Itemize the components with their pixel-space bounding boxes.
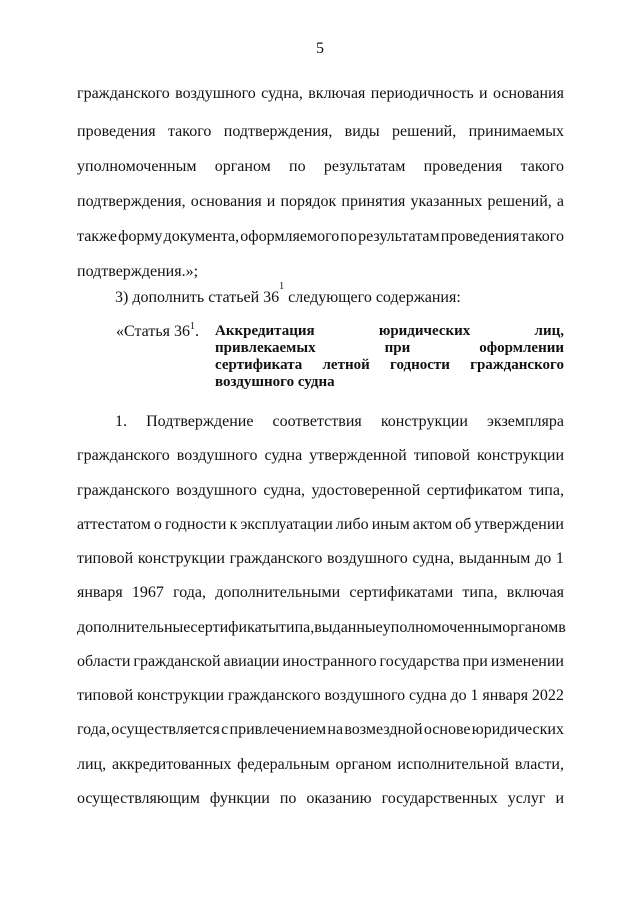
word: основания [190,193,262,210]
word: проведения [440,228,520,245]
word: по [340,228,357,245]
word: воздушного [175,85,256,102]
body-line [77,720,564,740]
intro-line [77,122,564,142]
word: типовой [77,687,134,704]
word: судна [408,687,447,704]
word: воздушного [176,482,257,499]
word: и [555,790,564,807]
article-title-line [215,340,564,357]
word: функции [209,790,270,807]
article-title [215,323,564,391]
word: включая [506,584,564,601]
word: годности [390,357,450,373]
word: конструкции [380,413,468,430]
word: аттестатом [77,516,151,533]
word: иным [371,516,410,533]
word: решений, [487,193,552,210]
word: включая [308,85,366,102]
word: подтверждения, [77,193,186,210]
word: уполномоченным [77,158,197,175]
body-line [77,652,564,672]
word: гражданского [470,357,564,373]
article-label [116,320,199,341]
word: области [77,653,131,670]
word: власти, [514,756,564,773]
word: 1. [115,413,127,430]
word: утверждении [474,516,564,533]
word: выданным [458,550,531,567]
item-3-sup: 1 [279,281,285,292]
word: воздушного [176,447,258,464]
word: утвержденной [309,447,407,464]
word: судна, [412,550,455,567]
item-3-prefix: 3) дополнить статьей 36 [115,289,280,306]
word: также [77,228,118,245]
word: сертификатом [426,482,523,499]
word: изменении [490,653,564,670]
word: Аккредитация [215,323,315,339]
word: подтверждения, [223,123,333,140]
word: летной [322,357,370,373]
word: при [384,340,411,356]
word: оформлении [479,340,564,356]
word: конструкции [136,687,225,704]
word: об [455,516,472,533]
intro-line [77,192,564,212]
word: типа, [279,619,315,636]
word: юридических [471,721,564,738]
word: дополнительные [77,619,191,636]
word: проведения [77,123,156,140]
word: конструкции [137,550,225,567]
word: судна, [263,482,306,499]
word: привлечением [229,721,327,738]
word: принимаемых [468,123,564,140]
word: Подтверждение [146,413,254,430]
word: форму [118,228,163,245]
word: января [482,687,529,704]
word: воздушного [324,687,406,704]
word: выданные [314,619,383,636]
word: гражданского [227,687,321,704]
word: воздушного судна [215,374,335,390]
word: гражданской [133,653,221,670]
word: с [221,721,229,738]
word: государственных [381,790,498,807]
intro-line [77,262,564,282]
word: 1 [555,550,564,567]
article-title-line [215,323,564,340]
word: сертификата [215,357,303,373]
word: в [558,619,566,636]
word: дополнительными [215,584,341,601]
article-title-line [215,357,564,374]
word: 1967 [131,584,164,601]
word: такого [520,228,564,245]
word: государства [379,653,460,670]
word: указанных [410,193,483,210]
word: такого [167,123,212,140]
word: иностранного [282,653,377,670]
article-label-sup: 1 [189,320,195,332]
word: либо [335,516,369,533]
intro-line [77,227,564,247]
word: подтверждения.»; [77,263,199,280]
word: судна, [261,85,303,102]
word: по [279,790,297,807]
word: осуществляющим [77,790,200,807]
word: юридических [378,323,471,339]
word: конструкции [476,447,564,464]
word: исполнительной [397,756,510,773]
body-line [77,755,564,775]
word: лиц, [534,323,564,339]
word: оказанию [306,790,372,807]
body-line [77,481,564,501]
body-line [77,789,564,809]
word: гражданского [77,447,170,464]
word: гражданского [77,482,170,499]
word: экземпляра [487,413,564,430]
word: при [462,653,488,670]
word: органом [214,158,271,175]
word: решений, [392,123,457,140]
word: федеральным [237,756,330,773]
word: типовой [413,447,470,464]
word: сертификатами [349,584,454,601]
word: возмездной [344,721,423,738]
word: 2022 [531,687,564,704]
word: актом [412,516,453,533]
word: документа, [163,228,240,245]
word: такого [520,158,564,175]
word: проведения [423,158,503,175]
word: лиц, [77,756,107,773]
body-line [77,583,564,603]
word: виды [344,123,380,140]
word: основания [492,85,564,102]
word: на [327,721,344,738]
word: авиации [223,653,280,670]
word: оформляемого [240,228,340,245]
word: типовой [77,550,134,567]
word: результатам [323,158,406,175]
word: сертификаты [190,619,280,636]
word: гражданского [77,85,170,102]
word: гражданского [229,550,323,567]
page-number: 5 [316,40,324,57]
body-line [77,549,564,569]
word: аккредитованных [111,756,232,773]
word: судна [264,447,303,464]
body-line [77,446,564,466]
word: года, [77,721,110,738]
word: принятия [341,193,406,210]
word: к [229,516,238,533]
word: и [266,193,276,210]
word: и [479,85,488,102]
word: органом [335,756,392,773]
word: периодичность [370,85,474,102]
word: до [535,550,552,567]
intro-line [77,84,564,104]
word: а [556,193,564,210]
body-line [77,618,564,638]
body-line [115,412,564,432]
word: типа, [528,482,564,499]
intro-line [77,157,564,177]
word: органом [502,619,559,636]
word: эксплуатации [240,516,333,533]
word: годности [164,516,227,533]
word: 1 [470,687,479,704]
word: о [153,516,162,533]
word: осуществляется [111,721,220,738]
word: услуг [507,790,546,807]
article-label-suffix: . [194,323,199,340]
word: января [77,584,123,601]
item-3-line [115,281,564,308]
word: уполномоченным [382,619,503,636]
word: типа, [462,584,498,601]
word: удостоверенной [311,482,421,499]
word: года, [173,584,207,601]
word: соответствия [272,413,362,430]
item-3-suffix: следующего содержания: [284,289,461,306]
article-label-prefix: «Статья 36 [116,323,190,340]
word: основе [423,721,471,738]
word: воздушного [327,550,408,567]
word: привлекаемых [215,340,316,356]
body-line [77,515,564,535]
article-title-line [215,374,564,391]
word: порядок [280,193,337,210]
body-line [77,686,564,706]
word: результатам [358,228,440,245]
word: до [450,687,467,704]
word: по [289,158,306,175]
